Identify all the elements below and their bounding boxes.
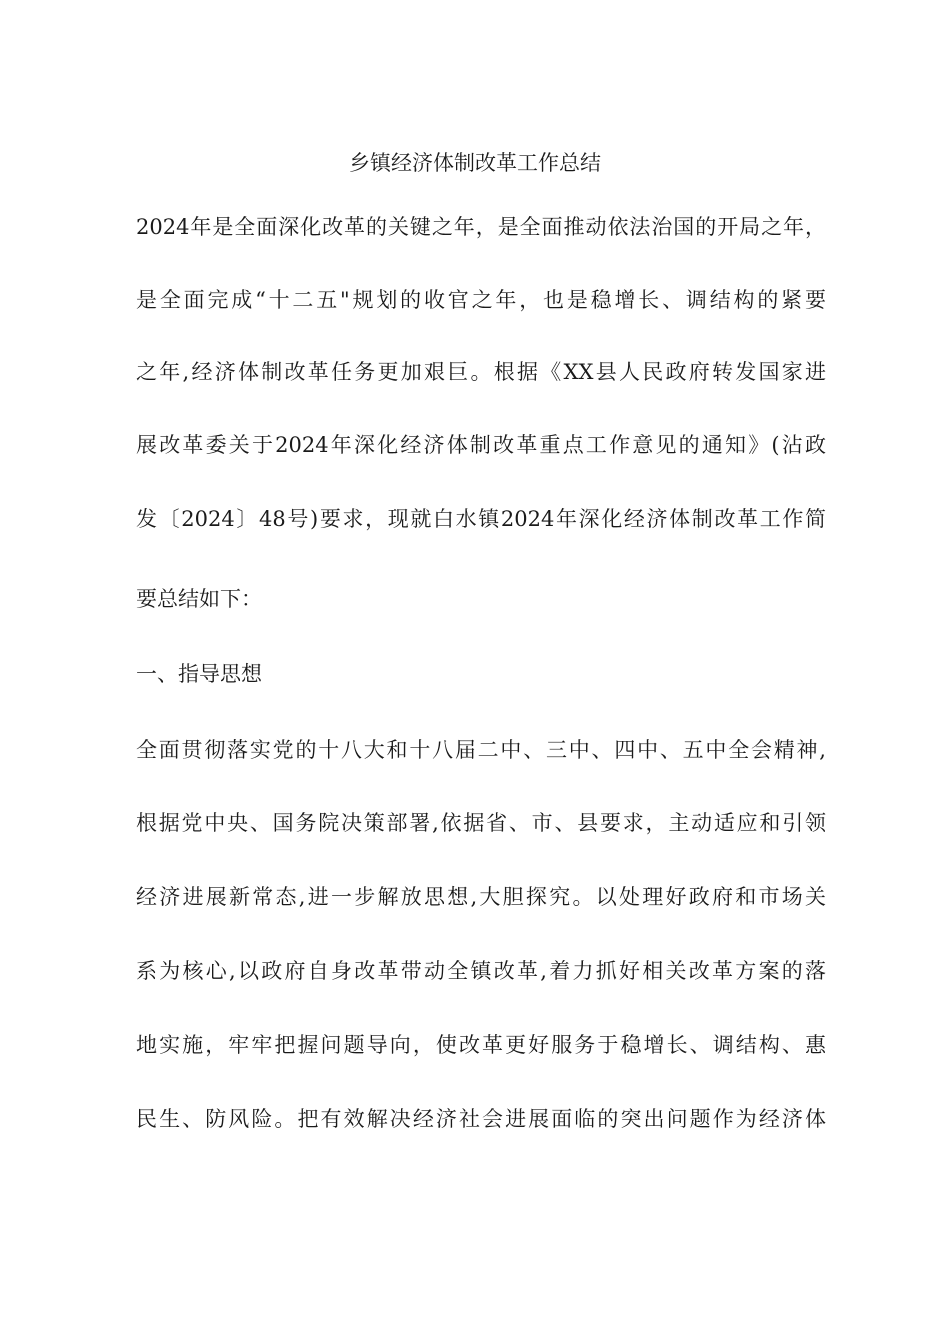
section-line-5: 地实施，牢牢把握问题导向，使改革更好服务于稳增长、调结构、惠 [136,1033,826,1057]
section-line-3: 经济进展新常态,进一步解放思想,大胆探究。以处理好政府和市场关 [136,885,826,909]
section-line-4: 系为核心,以政府自身改革带动全镇改革,着力抓好相关改革方案的落 [136,959,826,983]
section-heading: 一、指导思想 [136,662,262,686]
intro-line-4: 展改革委关于2024年深化经济体制改革重点工作意见的通知》(沾政 [136,433,826,457]
intro-line-3: 之年,经济体制改革任务更加艰巨。根据《XX县人民政府转发国家进 [136,360,826,384]
section-line-1: 全面贯彻落实党的十八大和十八届二中、三中、四中、五中全会精神, [136,738,826,762]
section-line-6: 民生、防风险。把有效解决经济社会进展面临的突出问题作为经济体 [136,1107,826,1131]
section-line-2: 根据党中央、国务院决策部署,依据省、市、县要求，主动适应和引领 [136,811,826,835]
intro-line-2: 是全面完成“十二五"规划的收官之年，也是稳增长、调结构的紧要 [136,288,826,312]
intro-line-1: 2024年是全面深化改革的关键之年，是全面推动依法治国的开局之年， [136,215,826,239]
intro-line-5: 发〔2024〕48号)要求，现就白水镇2024年深化经济体制改革工作简 [136,507,826,531]
intro-line-6: 要总结如下： [136,587,262,611]
document-title: 乡镇经济体制改革工作总结 [349,151,601,175]
